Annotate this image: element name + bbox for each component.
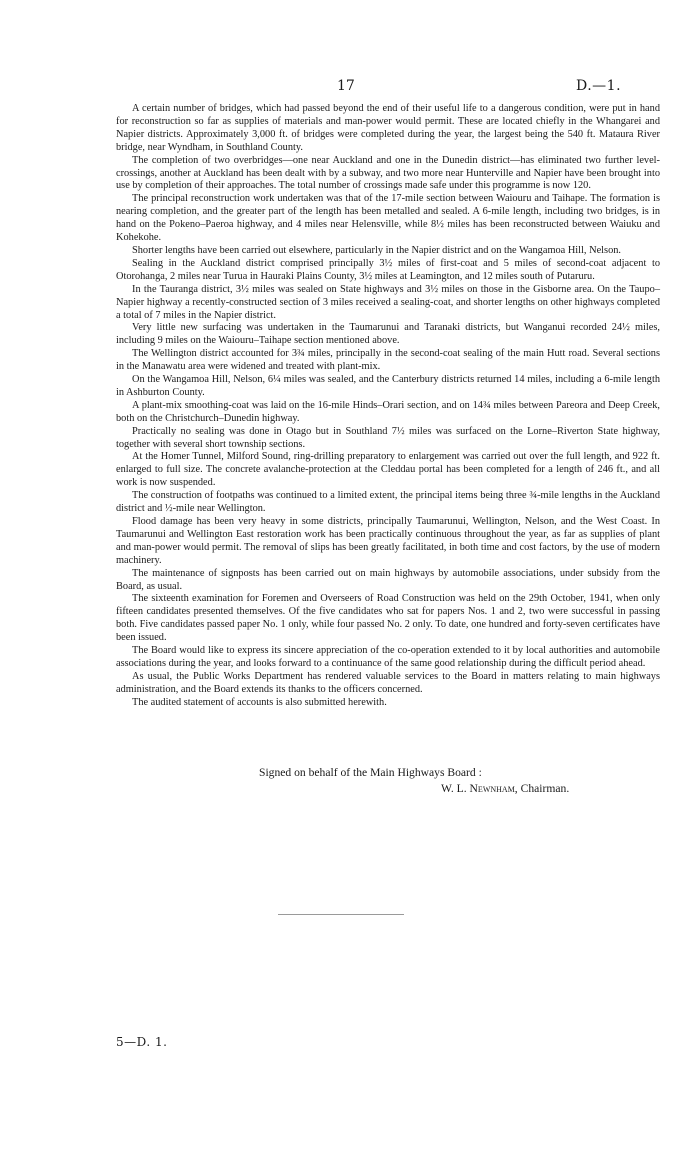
paragraph: Very little new surfacing was undertaken in the Taumarunui and Taranaki districts, but Wanganui recorded 24½ miles, including 9 miles on the Waiouru–Taihape section mentioned above. [116,322,660,347]
paragraph: The completion of two overbridges—one near Auckland and one in the Dunedin district—has eliminated two further level-crossings, another at Auckland has been dealt with by a subway, and two more near Hunterville and Napier have been brought into use by completion of their approaches. The total number of crossings made safe under this programme is now 120. [116,154,660,192]
paragraph: The principal reconstruction work undertaken was that of the 17-mile section between Waiouru and Taihape. The formation is nearing completion, and the greater part of the length has been metalled and sealed. A 6-mile length, including two bridges, is in hand on the Pokeno–Paeroa highway, and 4 miles near Helensville, while 8½ miles has been reconstructed between Waiuku and Kohekohe. [116,193,660,244]
signed-on-behalf-line: Signed on behalf of the Main Highways Board : [259,766,482,779]
signatory-name: W. L. Newnham, [441,782,518,795]
paragraph: The maintenance of signposts has been carried out on main highways by automobile associations, under subsidy from the Board, as usual. [116,567,660,592]
paragraph: A certain number of bridges, which had passed beyond the end of their useful life to a dangerous condition, were put in hand for reconstruction so far as supplies of materials and man-power would permit. These are located chiefly in the Whangarei and Napier districts. Approximately 3,000 ft. of bridges were completed during the year, the largest being the 540 ft. Mataura River bridge, near Wyndham, in Southland County. [116,103,660,153]
paragraph: At the Homer Tunnel, Milford Sound, ring-drilling preparatory to enlargement was carried out over the full length, and 922 ft. enlarged to full size. The concrete avalanche-protection at the Cleddau portal has been completed for a length of 246 ft., and all work is now suspended. [116,451,660,489]
paragraph: The Board would like to express its sincere appreciation of the co-operation extended to it by local authorities and automobile associations during the year, and looks forward to a continuance of the same good relationship during the difficult period ahead. [116,645,660,669]
signatory-title: Chairman. [520,782,570,795]
sheet-code: 5—D. 1. [116,1035,168,1049]
page-number: 17 [337,78,355,94]
paragraph: The construction of footpaths was continued to a limited extent, the principal items being three ¾-mile lengths in the Auckland district and ½-mile near Wellington. [116,490,660,515]
paragraph: The audited statement of accounts is also submitted herewith. [132,696,387,708]
paragraph: On the Wangamoa Hill, Nelson, 6¼ miles was sealed, and the Canterbury districts returned 14 miles, including a 6-mile length in Ashburton County. [116,374,660,398]
paragraph: The sixteenth examination for Foremen and Overseers of Road Construction was held on the 29th October, 1941, when only fifteen candidates presented themselves. Of the five candidates who sat for papers Nos. 1 and 2, two were successful in passing both. Five candidates passed paper No. 1 only, while four passed No. 2 only. To date, one hundred and forty-seven certificates have been issued. [116,593,660,644]
document-code: D.—1. [576,78,622,94]
paragraph: Sealing in the Auckland district comprised principally 3½ miles of first-coat and 5 miles of second-coat adjacent to Otorohanga, 2 miles near Turua in Hauraki Plains County, 3½ miles at Leamington, and 12 miles south of Putaruru. [116,257,660,282]
signatory [441,782,569,795]
body-text [116,103,660,710]
paragraph: Shorter lengths have been carried out elsewhere, particularly in the Napier district and on the Wangamoa Hill, Nelson. [132,244,621,256]
paragraph: The Wellington district accounted for 3¾ miles, principally in the second-coat sealing of the main Hutt road. Several sections in the Manawatu area were widened and treated with plant-mix. [116,348,660,373]
divider-rule [278,914,404,915]
paragraph: Flood damage has been very heavy in some districts, principally Taumarunui, Wellington, Nelson, and the West Coast. In Taumarunui and Wellington East restoration work has been practically continuous throughout the year, as far as supplies of plant and man-power would permit. The removal of slips has been greatly facilitated, in both time and cost factors, by the use of modern machinery. [116,516,660,566]
paragraph: As usual, the Public Works Department has rendered valuable services to the Board in matters relating to main highways administration, and the Board extends its thanks to the officers concerned. [116,670,660,695]
paragraph: Practically no sealing was done in Otago but in Southland 7½ miles was surfaced on the Lorne–Riverton State highway, together with several short township sections. [116,425,660,450]
paragraph: A plant-mix smoothing-coat was laid on the 16-mile Hinds–Orari section, and on 14¾ miles between Pareora and Deep Creek, both on the Christchurch–Dunedin highway. [116,399,660,424]
paragraph: In the Tauranga district, 3½ miles was sealed on State highways and 3½ miles on those in the Gisborne area. On the Taupo–Napier highway a recently-constructed section of 3 miles received a sealing-coat, and shorter lengths on other highways completed a total of 7 miles in the Napier district. [116,283,660,321]
